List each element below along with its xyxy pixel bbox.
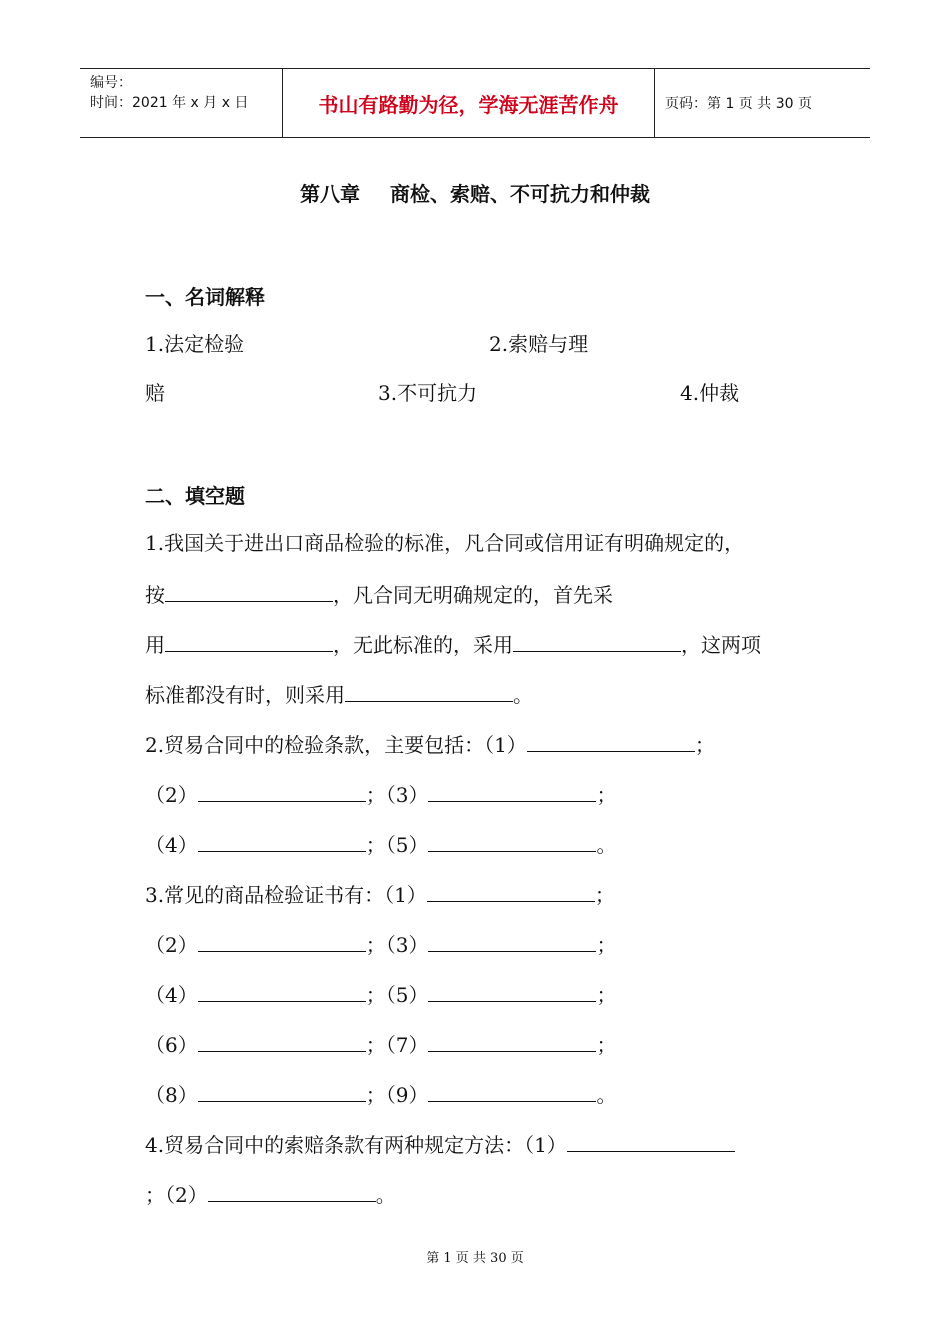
answer-blank <box>208 1179 376 1202</box>
q3-line-3: （4） ；（5） ； <box>145 979 616 1009</box>
header-motto: 书山有路勤为径，学海无涯苦作舟 <box>282 69 655 137</box>
page-header <box>80 68 870 138</box>
answer-blank <box>198 1029 366 1052</box>
chapter-title <box>0 178 950 207</box>
q3-line-2: （2） ；（3） ； <box>145 929 616 959</box>
answer-blank <box>428 779 596 802</box>
q1-line-4: 标准都没有时，则采用 。 <box>145 679 533 709</box>
q2-line-3: （4） ；（5） 。 <box>145 829 616 859</box>
term-3: 3.不可抗力 <box>378 381 478 405</box>
answer-blank <box>165 579 333 602</box>
answer-blank <box>198 779 366 802</box>
q4-line-1: 4.贸易合同中的索赔条款有两种规定方法：（1） <box>145 1129 735 1159</box>
answer-blank <box>165 629 333 652</box>
answer-blank <box>198 929 366 952</box>
chapter-topic: 商检、索赔、不可抗力和仲裁 <box>390 182 650 206</box>
answer-blank <box>428 829 596 852</box>
q1-line-2: 按 ，凡合同无明确规定的，首先采 <box>145 579 613 609</box>
answer-blank <box>428 979 596 1002</box>
answer-blank <box>428 1029 596 1052</box>
term-1: 1.法定检验 <box>145 332 245 356</box>
answer-blank <box>428 1079 596 1102</box>
section-heading-fill-blank: 二、填空题 <box>145 484 245 508</box>
chapter-number: 第八章 <box>300 182 360 206</box>
serial-label: 编号： <box>90 75 132 91</box>
answer-blank <box>198 1079 366 1102</box>
answer-blank <box>567 1129 735 1152</box>
header-page-info: 页码：第 1 页 共 30 页 <box>665 96 812 112</box>
page-footer: 第 1 页 共 30 页 <box>426 1251 524 1266</box>
answer-blank <box>198 829 366 852</box>
time-label: 时间：2021 年 x 月 x 日 <box>90 95 249 111</box>
term-2-continued: 赔 <box>145 381 165 405</box>
answer-blank <box>513 629 681 652</box>
term-2: 2.索赔与理 <box>489 332 589 356</box>
q3-line-5: （8） ；（9） 。 <box>145 1079 616 1109</box>
q1-line-3: 用 ，无此标准的，采用 ，这两项 <box>145 629 761 659</box>
q3-line-4: （6） ；（7） ； <box>145 1029 616 1059</box>
q3-line-1: 3.常见的商品检验证书有：（1） ； <box>145 879 615 909</box>
q2-line-2: （2） ；（3） ； <box>145 779 616 809</box>
answer-blank <box>427 879 595 902</box>
q4-line-2: ；（2） 。 <box>145 1179 396 1209</box>
header-meta-cell <box>80 69 282 137</box>
answer-blank <box>198 979 366 1002</box>
q2-line-1: 2.贸易合同中的检验条款，主要包括：（1） ； <box>145 729 715 759</box>
answer-blank <box>428 929 596 952</box>
answer-blank <box>527 729 695 752</box>
answer-blank <box>345 679 513 702</box>
term-4: 4.仲裁 <box>680 381 740 405</box>
q1-line-1: 1.我国关于进出口商品检验的标准，凡合同或信用证有明确规定的， <box>145 531 745 555</box>
section-heading-terms: 一、名词解释 <box>145 285 265 309</box>
